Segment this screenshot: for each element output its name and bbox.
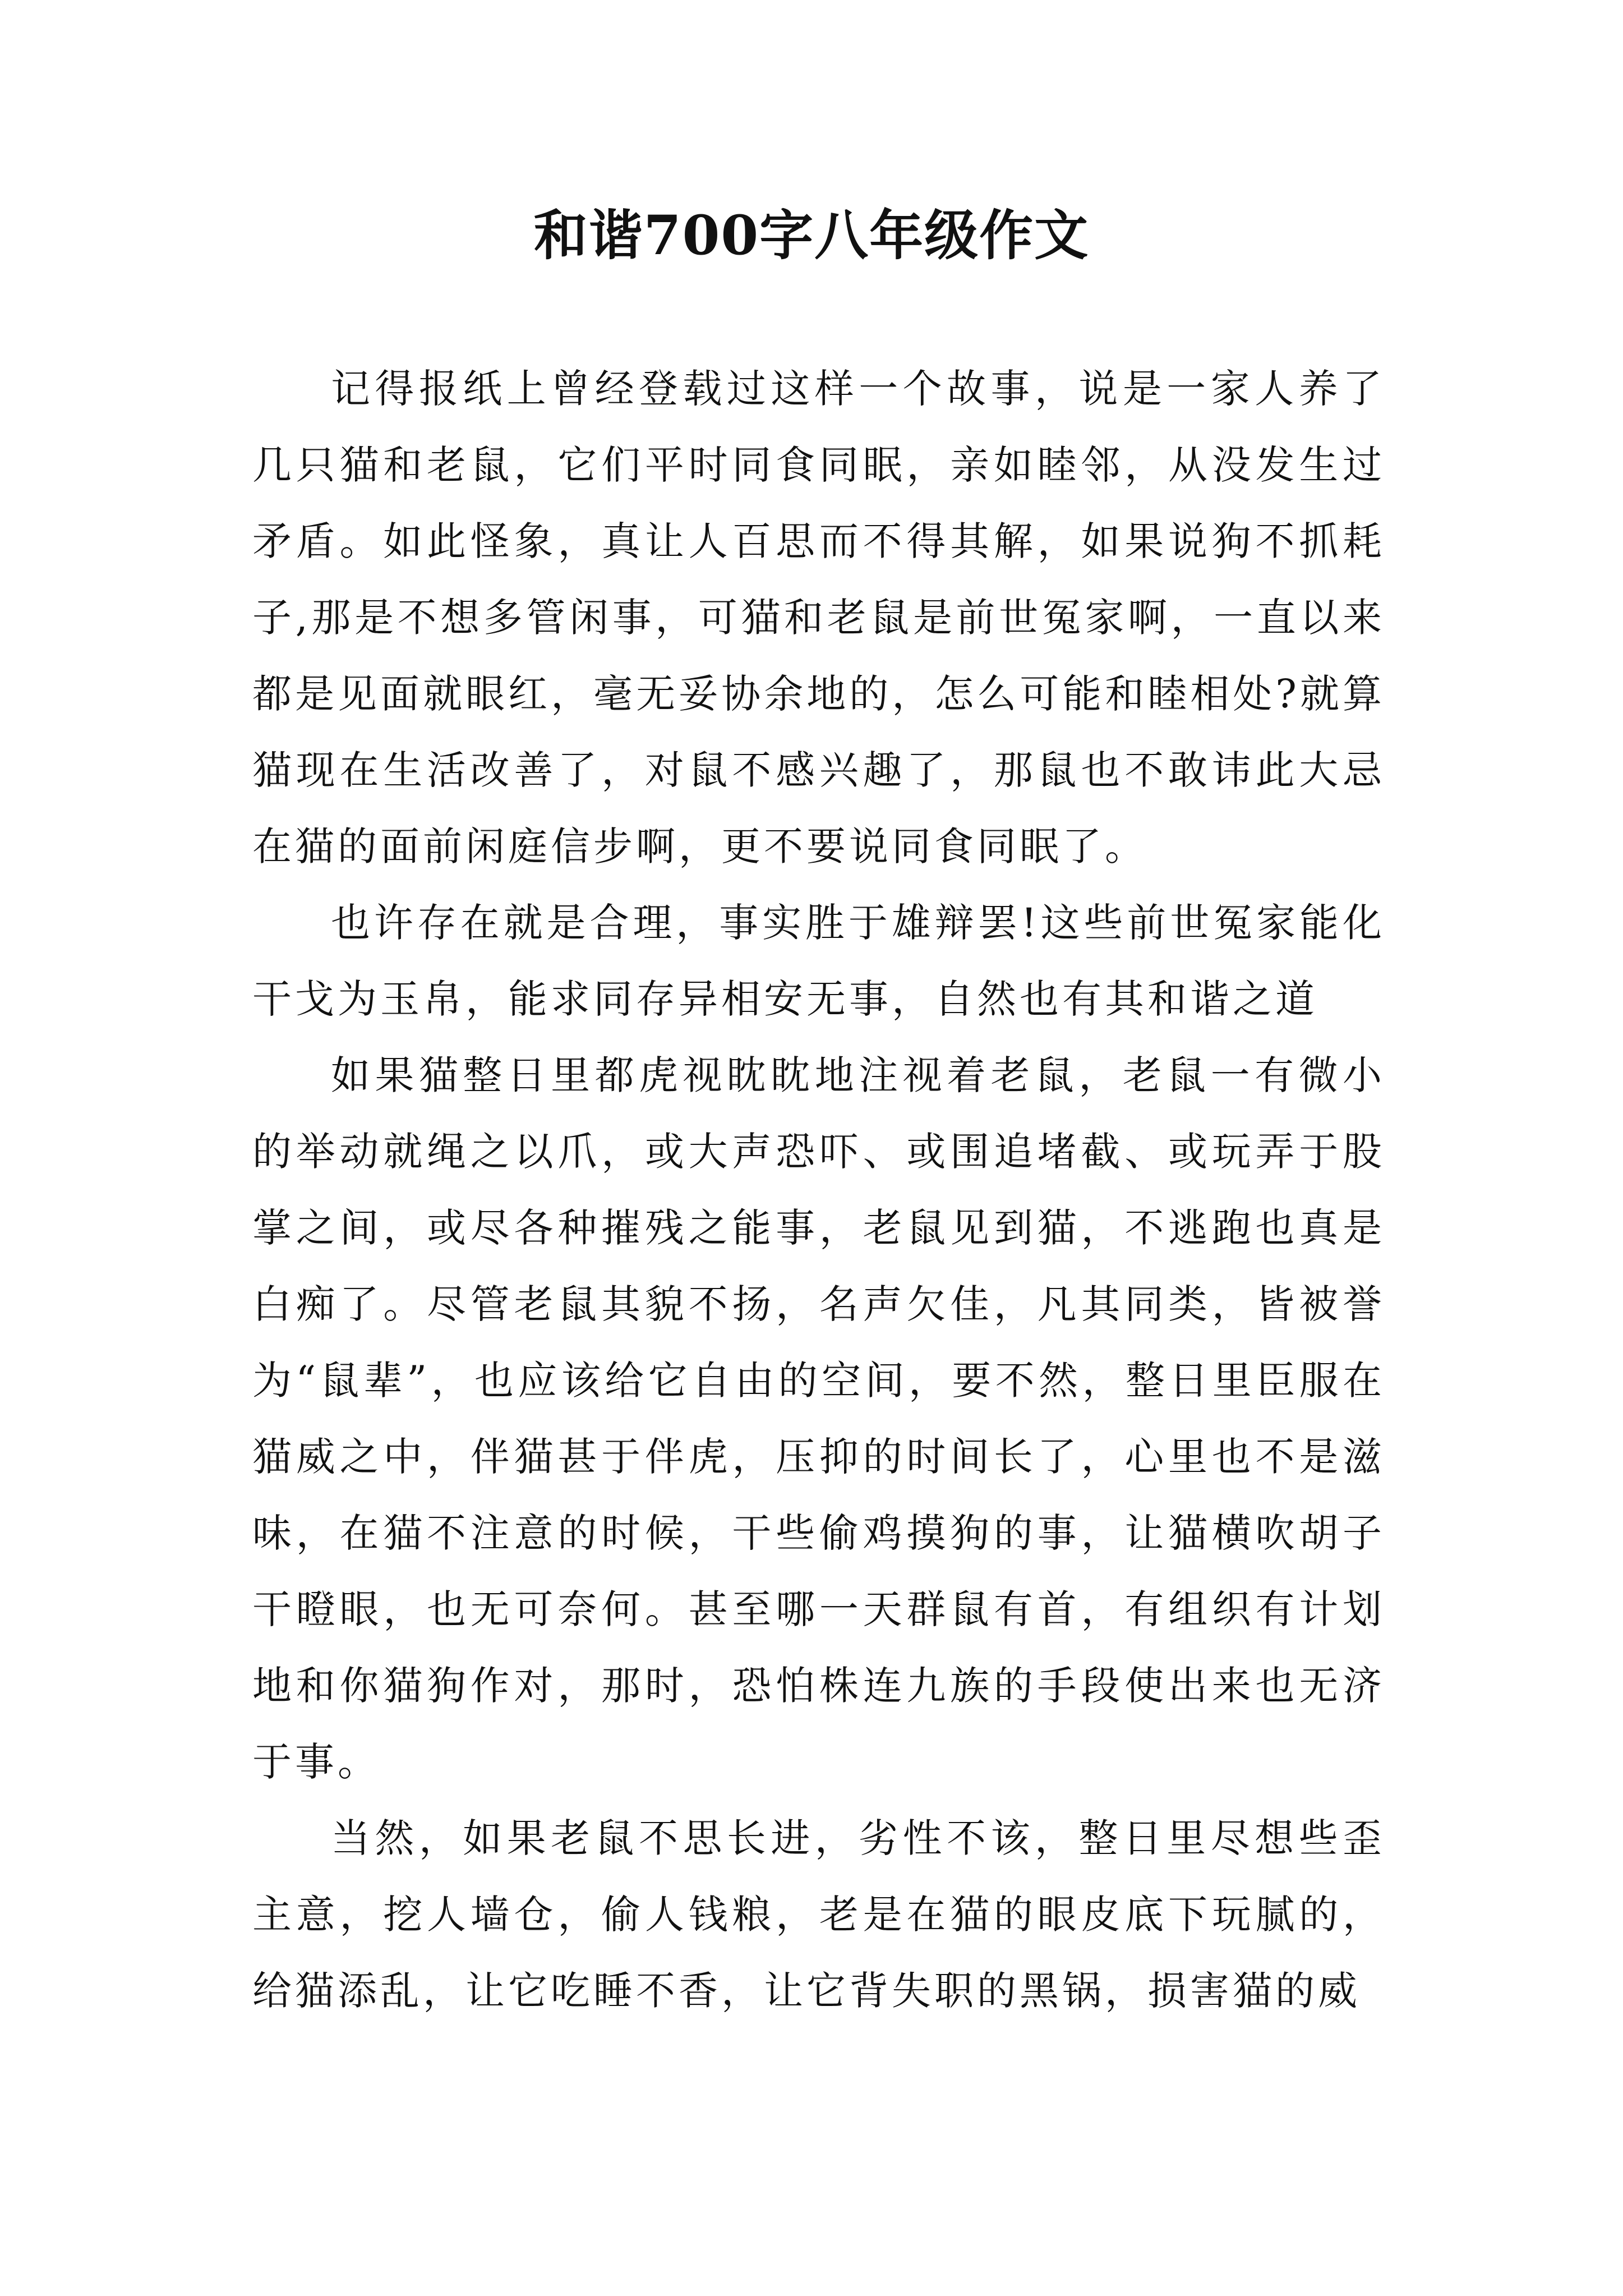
document-body (252, 351, 1385, 2029)
paragraph-3: 如果猫整日里都虎视眈眈地注视着老鼠，老鼠一有微小的举动就绳之以爪，或大声恐吓、或围追堵截、或玩弄于股掌之间，或尽各种摧残之能事，老鼠见到猫，不逃跑也真是白痴了。尽管老鼠其貌不扬，名声欠佳，凡其同类，皆被誉为“鼠辈”，也应该给它自由的空间，要不然，整日里臣服在猫威之中，伴猫甚于伴虎，压抑的时间长了，心里也不是滋味，在猫不注意的时候，干些偷鸡摸狗的事，让猫横吹胡子干瞪眼，也无可奈何。甚至哪一天群鼠有首，有组织有计划地和你猫狗作对，那时，恐怕株连九族的手段使出来也无济于事。 (252, 1052, 1385, 1785)
paragraph-1: 记得报纸上曾经登载过这样一个故事，说是一家人养了几只猫和老鼠，它们平时同食同眠，亲如睦邻，从没发生过矛盾。如此怪象，真让人百思而不得其解，如果说狗不抓耗子,那是不想多管闲事，可猫和老鼠是前世冤家啊，一直以来都是见面就眼红，毫无妥协余地的，怎么可能和睦相处?就算猫现在生活改善了，对鼠不感兴趣了，那鼠也不敢讳此大忌在猫的面前闲庭信步啊，更不要说同食同眠了。 (252, 366, 1385, 869)
document-title: 和谐700字八年级作文 (533, 204, 1090, 267)
paragraph-2: 也许存在就是合理，事实胜于雄辩罢!这些前世冤家能化干戈为玉帛，能求同存异相安无事，自然也有其和谐之道 (252, 900, 1385, 1022)
paragraph-4: 当然，如果老鼠不思长进，劣性不该，整日里尽想些歪主意，挖人墙仓，偷人钱粮，老是在猫的眼皮底下玩腻的，给猫添乱，让它吃睡不香，让它背失职的黑锅，损害猫的威 (252, 1815, 1385, 2014)
